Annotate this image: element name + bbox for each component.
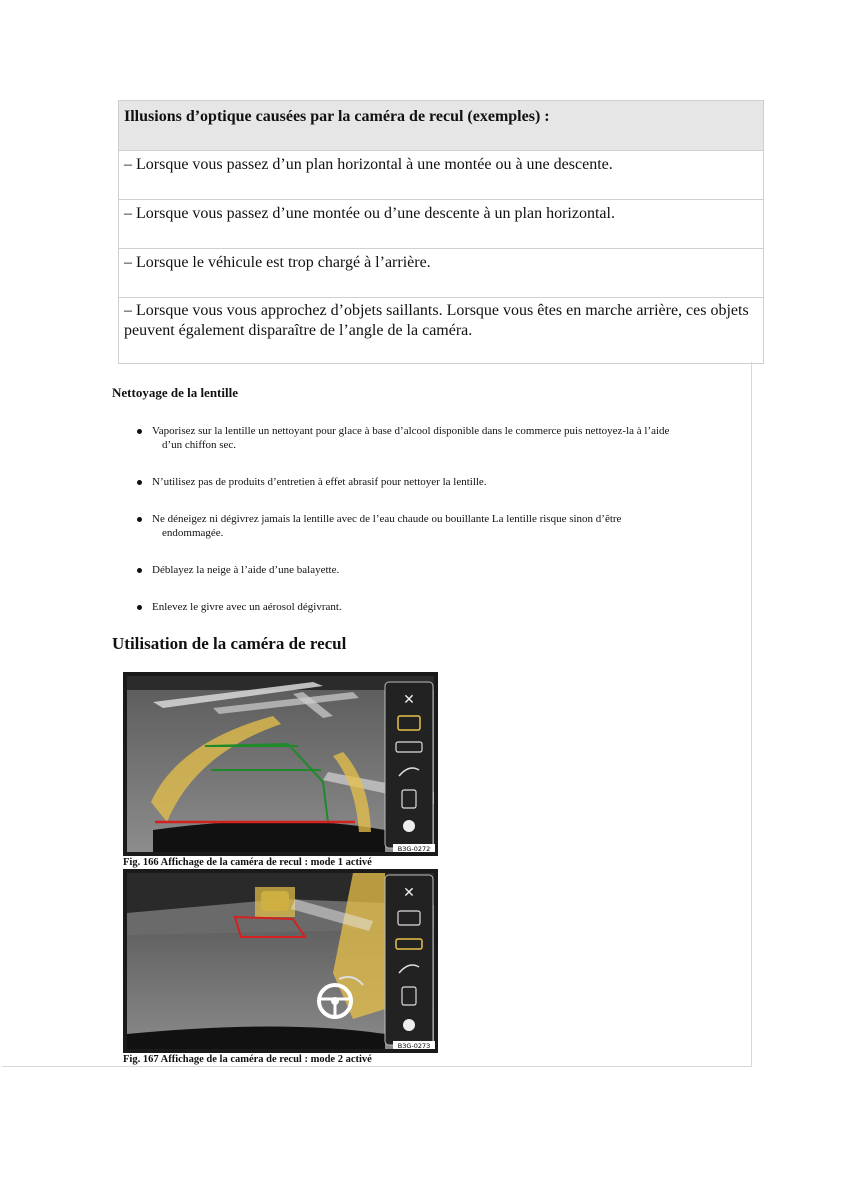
bullet-icon [137,568,142,573]
list-item [137,424,669,452]
figure-caption: Fig. 166 Affichage de la caméra de recul : mode 1 activé [123,857,372,868]
figure-166 [123,672,438,869]
svg-text:✕: ✕ [403,885,415,901]
svg-text:✕: ✕ [403,692,415,708]
usage-section-title: Utilisation de la caméra de recul [112,634,347,653]
bullet-icon [137,517,142,522]
bullet-icon [137,429,142,434]
figure-code: B3G-0272 [397,845,431,853]
figure-code: B3G-0273 [397,1042,431,1050]
table-row: – Lorsque vous passez d’un plan horizontal à une montée ou à une descente. [119,150,763,199]
table-row: – Lorsque vous vous approchez d’objets saillants. Lorsque vous êtes en marche arrière, ces objets peuvent également disparaître de l’angle de la caméra. [119,297,763,363]
list-item-text-continued: d’un chiffon sec. [162,439,237,451]
cleaning-section-title: Nettoyage de la lentille [112,385,238,400]
list-item-text: Ne déneigez ni dégivrez jamais la lentille avec de l’eau chaude ou bouillante La lentille risque sinon d’être [152,513,622,525]
list-item-text: Déblayez la neige à l’aide d’une balayette. [152,564,340,576]
optical-illusions-table [118,100,764,364]
list-item-text: N’utilisez pas de produits d’entretien à effet abrasif pour nettoyer la lentille. [152,476,487,488]
list-item-text: Vaporisez sur la lentille un nettoyant pour glace à base d’alcool disponible dans le commerce puis nettoyez-la à l’aide [152,425,670,437]
table-row: – Lorsque le véhicule est trop chargé à l’arrière. [119,248,763,297]
figure-167 [123,869,438,1066]
list-item-text-continued: endommagée. [162,527,224,539]
list-item [137,563,339,577]
list-item-text: Enlevez le givre avec un aérosol dégivrant. [152,601,342,613]
list-item [137,512,621,540]
list-item [137,600,342,614]
table-header: Illusions d’optique causées par la caméra de recul (exemples) : [119,101,763,150]
bullet-icon [137,605,142,610]
camera-display-mode2 [123,869,438,1053]
table-row: – Lorsque vous passez d’une montée ou d’une descente à un plan horizontal. [119,199,763,248]
bullet-icon [137,480,142,485]
figure-caption: Fig. 167 Affichage de la caméra de recul : mode 2 activé [123,1054,372,1065]
camera-display-mode1 [123,672,438,856]
list-item [137,475,487,489]
